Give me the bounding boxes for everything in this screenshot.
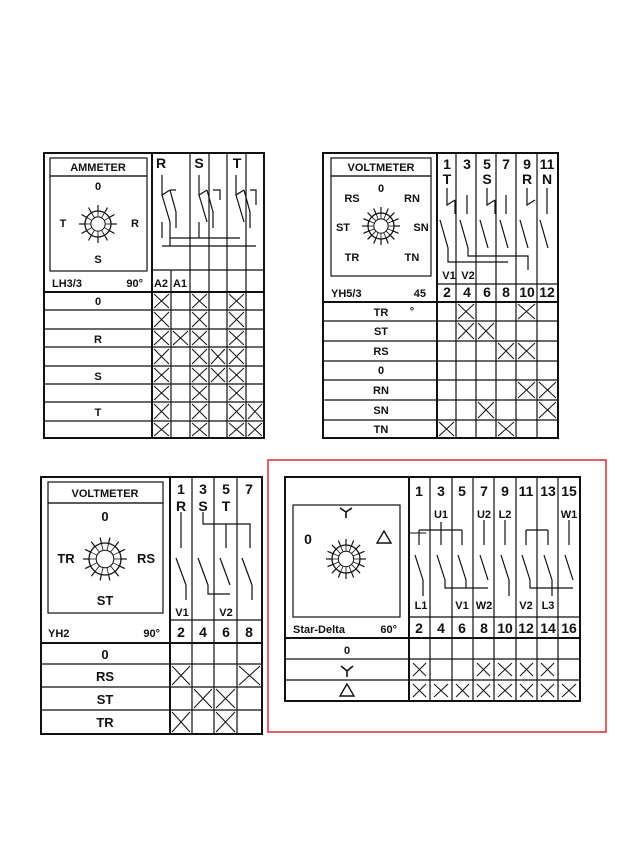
terminal-sub-label: W1 xyxy=(560,509,578,521)
position-label: 0 xyxy=(101,647,109,662)
terminal-label: 7 xyxy=(480,483,488,499)
terminal-mid-label: V1 xyxy=(442,270,456,282)
yh2-angle: 90° xyxy=(143,628,160,640)
terminal-label: 11 xyxy=(539,156,555,172)
yh2-terminals-top-sub xyxy=(176,498,231,514)
terminal-mid-label: W2 xyxy=(475,600,493,612)
yh53-dial-left: ST xyxy=(335,222,351,234)
terminal-label: 5 xyxy=(458,483,466,499)
terminal-mid-label: V1 xyxy=(455,600,469,612)
terminal-mid-label: V2 xyxy=(519,600,533,612)
terminal-label: 8 xyxy=(480,620,488,636)
terminal-mid-label: L3 xyxy=(541,600,555,612)
position-label: ST xyxy=(373,326,389,338)
position-label: TR xyxy=(373,307,389,319)
terminal-label: 10 xyxy=(519,284,535,300)
position-label: 0 xyxy=(343,645,351,657)
terminal-label: R xyxy=(155,155,167,171)
terminal-sub-label: R xyxy=(175,498,187,514)
terminal-label: 7 xyxy=(502,156,510,172)
terminal-label: 2 xyxy=(443,284,451,300)
terminal-label: 10 xyxy=(497,620,513,636)
position-label: SN xyxy=(373,405,389,417)
terminal-label: 12 xyxy=(539,284,555,300)
terminal-sub-label: S xyxy=(482,171,492,187)
terminal-label: 2 xyxy=(177,624,185,640)
yh53-angle: 45 xyxy=(413,288,426,300)
terminal-label: 1 xyxy=(415,483,423,499)
terminal-label: 13 xyxy=(540,483,556,499)
ammeter-dial-right: R xyxy=(131,218,139,230)
terminal-mid-label: L1 xyxy=(414,600,428,612)
terminal-label: 6 xyxy=(458,620,466,636)
terminal-sub-label: T xyxy=(221,498,231,514)
ammeter-model: LH3/3 xyxy=(52,278,82,290)
terminal-label: 15 xyxy=(561,483,577,499)
star-delta-positions xyxy=(344,645,350,657)
terminal-label: 3 xyxy=(199,481,207,497)
position-label: RN xyxy=(373,385,389,397)
terminal-label: 6 xyxy=(222,624,230,640)
terminal-sub-label: T xyxy=(442,171,452,187)
yh2-dial-left: TR xyxy=(57,551,75,566)
terminal-mid-label: V2 xyxy=(219,607,233,619)
ammeter-dial-left: T xyxy=(59,218,67,230)
terminal-label: 5 xyxy=(483,156,491,172)
terminal-sub-label: U1 xyxy=(433,509,449,521)
yh53-dial-right: SN xyxy=(413,222,429,234)
ammeter-dial-top: 0 xyxy=(94,181,102,193)
yh2-model: YH2 xyxy=(48,628,70,640)
terminal-label: T xyxy=(232,155,242,171)
terminal-label: 7 xyxy=(245,481,253,497)
yh53-title: VOLTMETER xyxy=(347,162,415,174)
terminal-mid-label: V1 xyxy=(175,607,189,619)
position-label: T xyxy=(94,407,102,419)
ammeter-angle: 90° xyxy=(126,278,143,290)
terminal-label: 1 xyxy=(177,481,185,497)
position-label: RS xyxy=(95,669,115,684)
terminal-label: 5 xyxy=(222,481,230,497)
terminal-sub-label: L2 xyxy=(498,509,512,521)
terminal-label: 6 xyxy=(483,284,491,300)
terminal-label: 12 xyxy=(518,620,534,636)
terminal-label: 8 xyxy=(502,284,510,300)
terminal-label: 11 xyxy=(518,483,534,499)
position-label: TN xyxy=(373,424,389,436)
yh2-dial-bottom: ST xyxy=(96,593,114,608)
yh2-dial-right: RS xyxy=(136,551,156,566)
terminal-label: S xyxy=(194,155,204,171)
position-label: 0 xyxy=(377,365,385,377)
terminal-sub-label: S xyxy=(198,498,208,514)
terminal-label: A1 xyxy=(172,278,188,290)
terminal-label: 9 xyxy=(523,156,531,172)
position-label: RS xyxy=(373,346,389,358)
terminal-label: 14 xyxy=(540,620,556,636)
yh53-dial-bottom-right: TN xyxy=(404,252,420,264)
position-label: 0 xyxy=(94,296,102,308)
terminal-label: A2 xyxy=(153,278,169,290)
yh53-model: YH5/3 xyxy=(331,288,362,300)
terminal-label: 4 xyxy=(437,620,445,636)
terminal-label: 8 xyxy=(245,624,253,640)
terminal-label: 1 xyxy=(443,156,451,172)
terminal-label: 4 xyxy=(463,284,471,300)
terminal-label: 2 xyxy=(415,620,423,636)
yh53-dial-top-right: RN xyxy=(404,193,420,205)
position-label: TR xyxy=(96,715,114,730)
terminal-label: 3 xyxy=(437,483,445,499)
ammeter-dial-bottom: S xyxy=(94,254,102,266)
terminal-label: 4 xyxy=(199,624,207,640)
terminal-label: 9 xyxy=(501,483,509,499)
position-label: R xyxy=(94,334,102,346)
terminal-label: 16 xyxy=(561,620,577,636)
terminal-label: 3 xyxy=(463,156,471,172)
yh53-dial-top: 0 xyxy=(377,183,385,195)
terminal-sub-label: U2 xyxy=(476,509,492,521)
yh53-angle-mark: ° xyxy=(409,306,415,318)
yh53-dial-bottom-left: TR xyxy=(344,252,360,264)
star-delta-model: Star-Delta xyxy=(293,624,345,636)
star-delta-dial-left: 0 xyxy=(304,531,312,547)
ammeter-title: AMMETER xyxy=(70,162,126,174)
yh2-title: VOLTMETER xyxy=(71,488,139,500)
terminal-mid-label: V2 xyxy=(461,270,475,282)
position-label: ST xyxy=(96,692,114,707)
position-label: S xyxy=(94,371,102,383)
yh2-dial-top: 0 xyxy=(101,509,109,524)
terminal-sub-label: R xyxy=(521,171,533,187)
terminal-sub-label: N xyxy=(541,171,553,187)
star-delta-angle: 60° xyxy=(380,624,397,636)
yh53-dial-top-left: RS xyxy=(344,193,360,205)
